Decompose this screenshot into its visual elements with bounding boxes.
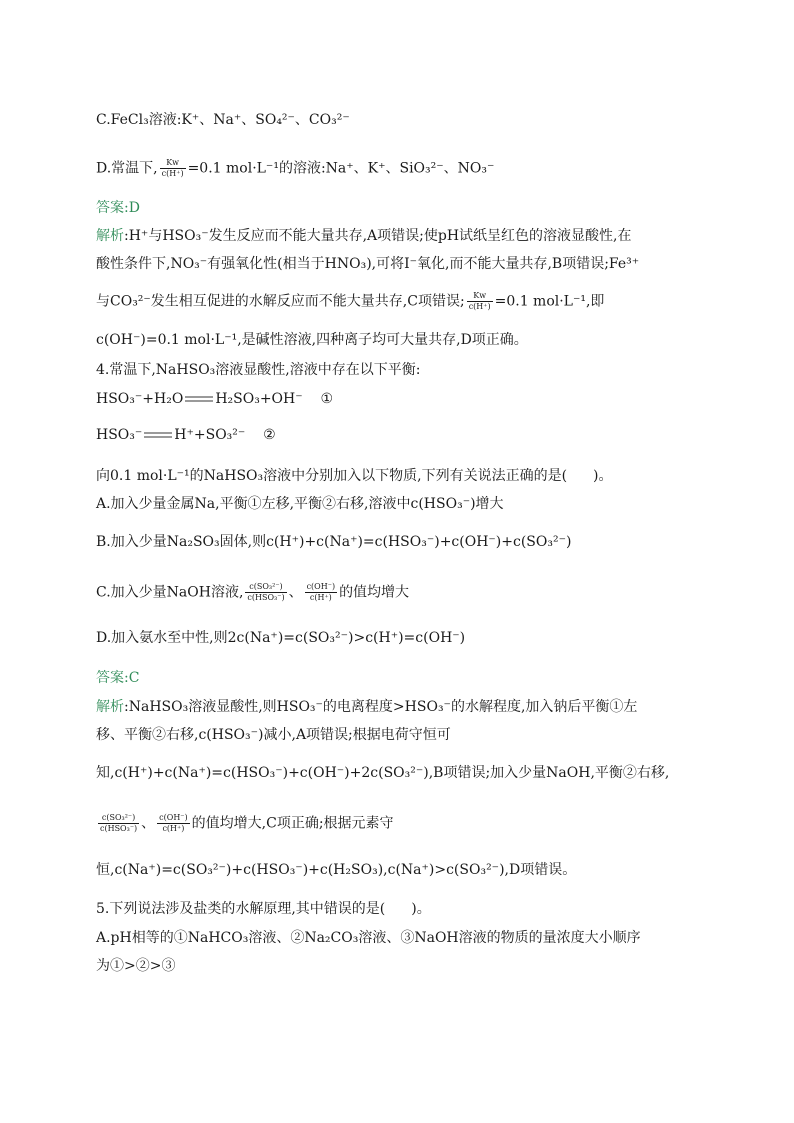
separator: 、 [288, 584, 303, 601]
explanation-text: =0.1 mol·L⁻¹,即 [494, 293, 605, 310]
q5-option-a-line-1: A.pH相等的①NaHCO₃溶液、②Na₂CO₃溶液、③NaOH溶液的物质的量浓度大小顺序 [96, 930, 641, 946]
q5-option-a-line-2: 为①>②>③ [96, 958, 176, 974]
q4-option-a: A.加入少量金属Na,平衡①左移,平衡②右移,溶液中c(HSO₃⁻)增大 [96, 496, 504, 512]
equation-right: H₂SO₃+OH⁻ [215, 391, 303, 407]
q4-equilibrium-1 [96, 389, 714, 409]
q4-option-b: B.加入少量Na₂SO₃固体,则c(H⁺)+c(Na⁺)=c(HSO₃⁻)+c(OH⁻)+c(SO₃²⁻) [96, 534, 572, 550]
fraction-numerator: Kw [467, 291, 493, 302]
equation-tag: ② [263, 427, 276, 443]
fraction-denominator: c(H⁺) [468, 302, 491, 311]
question-text-end: )。 [593, 468, 613, 484]
q5-stem [96, 899, 714, 919]
separator: 、 [141, 815, 156, 832]
q4-question [96, 466, 714, 486]
fraction-denominator: c(H⁺) [161, 169, 184, 178]
fraction-denominator: c(H⁺) [162, 824, 185, 833]
q3-option-d [96, 158, 714, 179]
explanation-label: 解析 [96, 228, 124, 244]
q4-explanation-line-3: 知,c(H⁺)+c(Na⁺)=c(HSO₃⁻)+c(OH⁻)+2c(SO₃²⁻),B项错误;加入少量NaOH,平衡②右移, [96, 765, 670, 781]
fraction-numerator: c(OH⁻) [306, 582, 336, 591]
q4-explanation-line-1 [96, 697, 714, 717]
q3-option-d-prefix: D.常温下, [96, 160, 158, 177]
fraction-numerator: c(OH⁻) [159, 813, 188, 822]
q4-explanation-line-2: 移、平衡②右移,c(HSO₃⁻)减小,A项错误;根据电荷守恒可 [96, 727, 451, 743]
q4-equilibrium-2 [96, 425, 714, 445]
q3-option-c: C.FeCl₃溶液:K⁺、Na⁺、SO₄²⁻、CO₃²⁻ [96, 112, 350, 128]
sulfite-ratio-fraction [245, 582, 286, 603]
equation-tag: ① [320, 391, 333, 407]
fraction-numerator: Kw [160, 158, 186, 169]
kw-fraction [160, 158, 186, 179]
explanation-text: 的值均增大,C项正确;根据元素守 [191, 815, 394, 832]
q3-option-d-suffix: =0.1 mol·L⁻¹的溶液:Na⁺、K⁺、SiO₃²⁻、NO₃⁻ [187, 160, 495, 177]
kw-fraction [467, 291, 493, 312]
option-text: C.加入少量NaOH溶液, [96, 584, 244, 601]
q4-explanation-line-5: 恒,c(Na⁺)=c(SO₃²⁻)+c(HSO₃⁻)+c(H₂SO₃),c(Na⁺)>c(SO₃²⁻),D项错误。 [96, 862, 577, 878]
q3-explanation-line-3 [96, 291, 714, 312]
fraction-numerator: c(SO₃²⁻) [98, 813, 139, 824]
question-text: 向0.1 mol·L⁻¹的NaHSO₃溶液中分别加入以下物质,下列有关说法正确的是( [96, 468, 568, 484]
equation-left: HSO₃⁻+H₂O [96, 391, 184, 407]
hydroxide-ratio-fraction [157, 813, 189, 834]
equilibrium-arrow-icon [185, 396, 213, 402]
fraction-denominator: c(HSO₃⁻) [247, 593, 285, 602]
explanation-text: :H⁺与HSO₃⁻发生反应而不能大量共存,A项错误;使pH试纸呈红色的溶液显酸性,在 [124, 228, 632, 244]
explanation-text: 与CO₃²⁻发生相互促进的水解反应而不能大量共存,C项错误; [96, 293, 465, 310]
explanation-text: :NaHSO₃溶液显酸性,则HSO₃⁻的电离程度>HSO₃⁻的水解程度,加入钠后平衡①左 [124, 699, 638, 715]
fraction-numerator: c(SO₃²⁻) [245, 582, 286, 593]
question-text-end: )。 [411, 901, 431, 917]
fraction-denominator: c(H⁺) [309, 593, 332, 602]
q3-explanation-line-2: 酸性条件下,NO₃⁻有强氧化性(相当于HNO₃),可将I⁻氧化,而不能大量共存,B项错误;Fe³⁺ [96, 256, 640, 272]
q3-explanation-line-4: c(OH⁻)=0.1 mol·L⁻¹,是碱性溶液,四种离子均可大量共存,D项正确。 [96, 332, 528, 348]
q3-answer: 答案:D [96, 200, 140, 216]
sulfite-ratio-fraction [98, 813, 139, 834]
option-text: 的值均增大 [339, 584, 410, 601]
q4-stem: 4.常温下,NaHSO₃溶液显酸性,溶液中存在以下平衡: [96, 362, 421, 378]
hydroxide-ratio-fraction [305, 582, 337, 603]
q3-explanation-line-1 [96, 226, 714, 246]
q4-option-d: D.加入氨水至中性,则2c(Na⁺)=c(SO₃²⁻)>c(H⁺)=c(OH⁻) [96, 630, 466, 646]
equation-right: H⁺+SO₃²⁻ [174, 427, 246, 443]
question-text: 5.下列说法涉及盐类的水解原理,其中错误的是( [96, 901, 386, 917]
fraction-denominator: c(HSO₃⁻) [100, 824, 138, 833]
equation-left: HSO₃⁻ [96, 427, 143, 443]
explanation-label: 解析 [96, 699, 124, 715]
q4-answer: 答案:C [96, 670, 140, 686]
q4-option-c [96, 582, 714, 603]
q4-explanation-line-4 [96, 813, 714, 834]
equilibrium-arrow-icon [144, 432, 172, 438]
